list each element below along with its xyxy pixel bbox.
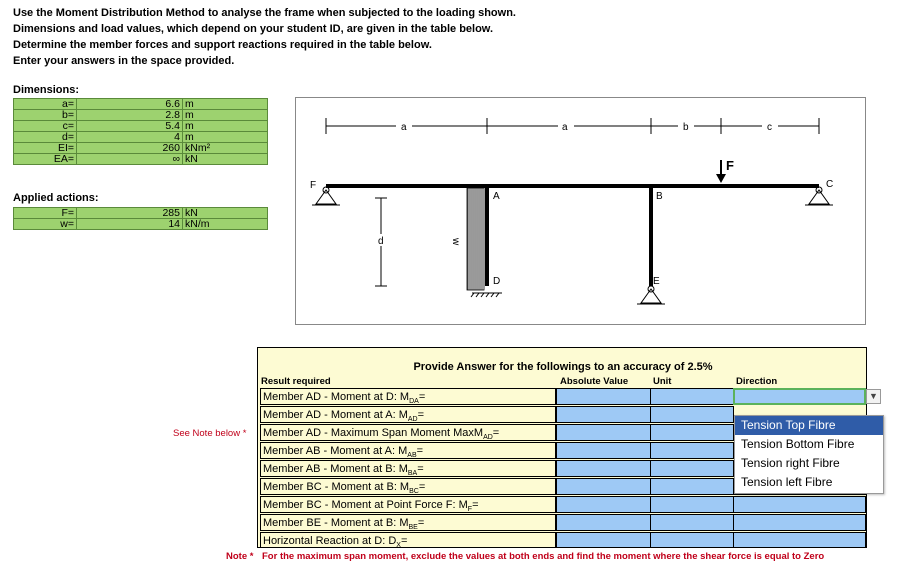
instructions: [13, 5, 516, 69]
result-row: Member AD - Moment at A: $M_{AD}=$: [260, 406, 556, 423]
direction-dropdown-list[interactable]: [734, 415, 884, 494]
absolute-value-cell[interactable]: [556, 388, 651, 405]
result-row: Member AD - Moment at D: $M_{DA}=$: [260, 388, 556, 405]
dropdown-arrow-button[interactable]: ▼: [866, 389, 881, 404]
param-value[interactable]: 6.6: [77, 99, 183, 110]
param-key: b=: [14, 110, 77, 121]
direction-cell[interactable]: [733, 388, 866, 405]
instruction-line: Enter your answers in the space provided.: [13, 55, 235, 67]
dimensions-table: [13, 98, 268, 165]
force-f-label: F: [726, 158, 734, 173]
result-row: Horizontal Reaction at D: $D_X=$: [260, 532, 556, 548]
param-unit: m: [183, 99, 268, 110]
load-w-label: w: [450, 238, 461, 246]
param-key: w=: [14, 219, 77, 230]
direction-cell[interactable]: [733, 514, 866, 531]
param-value[interactable]: 260: [77, 143, 183, 154]
result-row: Member BC - Moment at Point Force F: $M_F=$: [260, 496, 556, 513]
param-value[interactable]: 2.8: [77, 110, 183, 121]
param-unit: kN: [183, 154, 268, 165]
table-row: [14, 219, 268, 230]
result-row: Member AB - Moment at A: $M_{AB}=$: [260, 442, 556, 459]
param-key: a=: [14, 99, 77, 110]
unit-cell[interactable]: [650, 478, 734, 495]
absolute-value-cell[interactable]: [556, 496, 651, 513]
table-row: [14, 143, 268, 154]
pin-support-f: [312, 187, 340, 205]
node-f-label: F: [310, 180, 317, 191]
node-b-label: B: [656, 191, 663, 202]
result-row: Member BE - Moment at B: $M_{BE}=$: [260, 514, 556, 531]
actions-table: [13, 207, 268, 230]
instruction-line: Use the Moment Distribution Method to analyse the frame when subjected to the loading shown.: [13, 7, 516, 19]
table-row: [14, 110, 268, 121]
table-row: [14, 121, 268, 132]
param-value[interactable]: ∞: [77, 154, 183, 165]
absolute-value-cell[interactable]: [556, 460, 651, 477]
table-row: [14, 208, 268, 219]
dropdown-option[interactable]: Tension left Fibre: [741, 475, 833, 489]
direction-cell[interactable]: [733, 496, 866, 513]
dropdown-option[interactable]: Tension Top Fibre: [735, 416, 883, 435]
param-value[interactable]: 14: [77, 219, 183, 230]
absolute-value-cell[interactable]: [556, 478, 651, 495]
param-value[interactable]: 285: [77, 208, 183, 219]
table-row: [14, 99, 268, 110]
node-c-label: C: [826, 179, 834, 190]
param-unit: m: [183, 132, 268, 143]
dimensions-heading: Dimensions:: [13, 84, 80, 96]
unit-cell[interactable]: [650, 388, 734, 405]
direction-cell[interactable]: [733, 532, 866, 548]
absolute-value-cell[interactable]: [556, 514, 651, 531]
unit-cell[interactable]: [650, 496, 734, 513]
param-key: EI=: [14, 143, 77, 154]
unit-cell[interactable]: [650, 514, 734, 531]
note-text: For the maximum span moment, exclude the values at both ends and find the moment where the shear force is equal to Zero: [262, 551, 825, 562]
param-unit: m: [183, 121, 268, 132]
column-ad: [485, 186, 489, 286]
absolute-value-cell[interactable]: [556, 424, 651, 441]
table-row: [14, 132, 268, 143]
header-result: Result required: [261, 376, 331, 387]
see-note-label: See Note below *: [173, 428, 247, 439]
instruction-line: Dimensions and load values, which depend on your student ID, are given in the table below.: [13, 23, 494, 35]
frame-diagram: [295, 97, 866, 325]
fixed-support-d: [471, 293, 502, 297]
absolute-value-cell[interactable]: [556, 442, 651, 459]
note-label: Note *: [226, 551, 254, 562]
header-direction: Direction: [736, 376, 778, 387]
distributed-load-w: [467, 188, 484, 290]
header-absolute-value: Absolute Value: [560, 376, 629, 387]
param-key: d=: [14, 132, 77, 143]
pin-support-e: [637, 286, 665, 304]
dim-c-label: c: [767, 122, 772, 133]
node-e-label: E: [653, 276, 660, 287]
node-d-label: D: [493, 276, 501, 287]
dropdown-option[interactable]: Tension right Fibre: [741, 456, 840, 470]
table-row: [14, 154, 268, 165]
result-row: Member BC - Moment at B: $M_{BC}=$: [260, 478, 556, 495]
param-value[interactable]: 4: [77, 132, 183, 143]
answer-title: Provide Answer for the followings to an accuracy of 2.5%: [413, 361, 713, 373]
param-unit: kNm²: [183, 143, 268, 154]
unit-cell[interactable]: [650, 406, 734, 423]
unit-cell[interactable]: [650, 460, 734, 477]
absolute-value-cell[interactable]: [556, 406, 651, 423]
actions-heading: Applied actions:: [13, 192, 99, 204]
beam: [326, 184, 819, 188]
unit-cell[interactable]: [650, 532, 734, 548]
dim-a1-label: a: [401, 122, 407, 133]
dropdown-option[interactable]: Tension Bottom Fibre: [741, 437, 855, 451]
instruction-line: Determine the member forces and support reactions required in the table below.: [13, 39, 432, 51]
param-value[interactable]: 5.4: [77, 121, 183, 132]
dim-d-label: d: [378, 236, 384, 247]
param-unit: m: [183, 110, 268, 121]
node-a-label: A: [493, 191, 500, 202]
param-key: EA=: [14, 154, 77, 165]
param-unit: kN: [183, 208, 268, 219]
column-be: [649, 186, 653, 286]
header-unit: Unit: [653, 376, 672, 387]
unit-cell[interactable]: [650, 442, 734, 459]
point-load-f: [716, 160, 726, 183]
param-unit: kN/m: [183, 219, 268, 230]
result-row: Member AD - Maximum Span Moment MaxM$_{AD}$=: [260, 424, 556, 441]
unit-cell[interactable]: [650, 424, 734, 441]
dim-b-label: b: [683, 122, 689, 133]
absolute-value-cell[interactable]: [556, 532, 651, 548]
result-row: Member AB - Moment at B: $M_{BA}=$: [260, 460, 556, 477]
dim-a2-label: a: [562, 122, 568, 133]
param-key: c=: [14, 121, 77, 132]
param-key: F=: [14, 208, 77, 219]
